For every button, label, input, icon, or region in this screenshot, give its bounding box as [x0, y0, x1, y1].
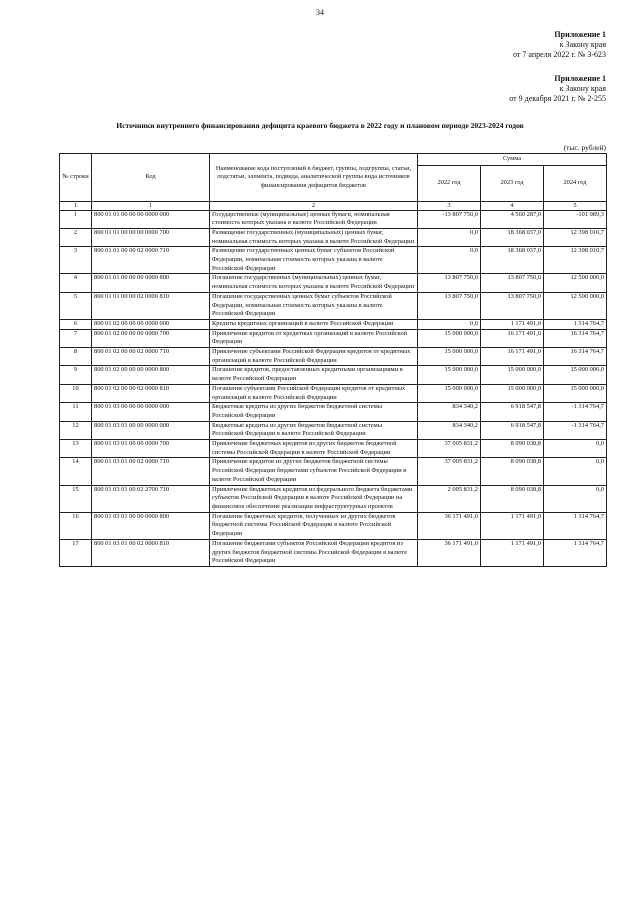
row-value-2022: 36 171 491,0 [418, 512, 481, 539]
appendix-original-line1: к Закону края [559, 84, 606, 93]
row-code: 800 01 02 00 00 02 0000 810 [92, 384, 210, 402]
row-value-2023: 15 000 000,0 [481, 384, 544, 402]
row-code: 800 01 03 00 00 00 0000 000 [92, 403, 210, 421]
appendix-current-title: Приложение 1 [554, 30, 606, 39]
row-number: 2 [60, 228, 92, 246]
table-row [60, 403, 607, 421]
row-value-2022: 2 005 831,2 [418, 485, 481, 512]
row-code: 800 01 02 00 00 02 0000 710 [92, 348, 210, 366]
row-value-2022: 13 807 750,0 [418, 292, 481, 319]
header-year-2022: 2022 год [418, 166, 481, 202]
table-row [60, 228, 607, 246]
header-row-no: № строки [60, 154, 92, 202]
row-value-2024: 12 398 010,7 [544, 247, 607, 274]
row-value-2024: 0,0 [544, 458, 607, 485]
column-number: 1 [92, 202, 210, 211]
appendix-original-title: Приложение 1 [554, 74, 606, 83]
row-code: 800 01 03 01 00 02 2700 710 [92, 485, 210, 512]
row-number: 11 [60, 403, 92, 421]
row-value-2024: 1 314 764,7 [544, 319, 607, 329]
row-value-2023: 8 090 038,8 [481, 458, 544, 485]
table-row [60, 485, 607, 512]
row-value-2023: 18 368 037,0 [481, 247, 544, 274]
row-name: Привлечение бюджетных кредитов из других бюджетов бюджетной системы Российской Федерации в валюте Российской Федерации [210, 440, 418, 458]
row-name: Размещение государственных ценных бумаг субъектов Российской Федерации, номинальная стоимость которых указана в валюте Российской Федерации [210, 247, 418, 274]
row-name: Привлечение субъектами Российской Федерации кредитов от кредитных организаций в валюте Российской Федерации [210, 348, 418, 366]
table-body [60, 210, 607, 566]
appendix-current [513, 30, 606, 60]
row-name: Привлечение кредитов из других бюджетов бюджетной системы Российской Федерации бюджетами субъектов Российской Федерации в валюте Российской Федерации [210, 458, 418, 485]
row-number: 12 [60, 421, 92, 439]
appendix-original-line2: от 9 декабря 2021 г. № 2-255 [509, 94, 606, 103]
table-row [60, 366, 607, 384]
row-number: 13 [60, 440, 92, 458]
row-value-2023: 1 171 491,0 [481, 539, 544, 566]
row-value-2022: 15 000 000,0 [418, 348, 481, 366]
row-value-2024: 0,0 [544, 485, 607, 512]
column-number: 5 [544, 202, 607, 211]
table-row [60, 348, 607, 366]
table-row [60, 539, 607, 566]
row-value-2022: 0,0 [418, 228, 481, 246]
page-number: 34 [316, 8, 324, 17]
row-code: 800 01 02 00 00 00 0000 800 [92, 366, 210, 384]
units-label: (тыс. рублей) [563, 143, 606, 152]
row-value-2022: 834 340,2 [418, 403, 481, 421]
row-number: 15 [60, 485, 92, 512]
row-name: Привлечение кредитов от кредитных организаций в валюте Российской Федерации [210, 329, 418, 347]
row-number: 8 [60, 348, 92, 366]
row-value-2022: 0,0 [418, 247, 481, 274]
row-value-2022: 15 000 000,0 [418, 329, 481, 347]
header-sum: Сумма [418, 154, 607, 166]
column-number: 3 [418, 202, 481, 211]
row-code: 800 01 01 00 00 02 0000 810 [92, 292, 210, 319]
row-number: 16 [60, 512, 92, 539]
row-number: 17 [60, 539, 92, 566]
row-value-2023: 13 807 750,0 [481, 292, 544, 319]
row-number: 3 [60, 247, 92, 274]
row-code: 800 01 03 01 00 02 0000 710 [92, 458, 210, 485]
row-value-2024: 1 314 764,7 [544, 512, 607, 539]
row-value-2023: 13 807 750,0 [481, 274, 544, 292]
row-value-2023: 4 560 287,0 [481, 210, 544, 228]
row-value-2024: -101 989,3 [544, 210, 607, 228]
row-number: 6 [60, 319, 92, 329]
header-code: Код [92, 154, 210, 202]
row-value-2023: 6 918 547,8 [481, 403, 544, 421]
row-code: 800 01 03 01 00 02 0000 810 [92, 539, 210, 566]
row-value-2023: 8 090 038,8 [481, 485, 544, 512]
row-number: 7 [60, 329, 92, 347]
row-value-2023: 18 368 037,0 [481, 228, 544, 246]
row-value-2024: 16 314 764,7 [544, 348, 607, 366]
table-row [60, 319, 607, 329]
table-row [60, 458, 607, 485]
row-code: 800 01 02 00 00 00 0000 000 [92, 319, 210, 329]
row-value-2022: 37 005 831,2 [418, 458, 481, 485]
row-value-2023: 8 090 038,8 [481, 440, 544, 458]
row-value-2024: 12 398 010,7 [544, 228, 607, 246]
row-name: Погашение субъектами Российской Федерации кредитов от кредитных организаций в валюте Российской Федерации [210, 384, 418, 402]
row-code: 800 01 03 01 00 00 0000 800 [92, 512, 210, 539]
row-code: 800 01 01 00 00 02 0000 710 [92, 247, 210, 274]
row-value-2023: 16 171 491,0 [481, 329, 544, 347]
table-row [60, 384, 607, 402]
document-title: Источники внутреннего финансирования дефицита краевого бюджета в 2022 году и плановом периоде 2023-2024 годов [116, 121, 524, 130]
row-name: Бюджетные кредиты из других бюджетов бюджетной системы Российской Федерации [210, 403, 418, 421]
table-row [60, 210, 607, 228]
appendix-original [509, 74, 606, 104]
row-number: 14 [60, 458, 92, 485]
row-number: 1 [60, 210, 92, 228]
row-value-2022: 0,0 [418, 319, 481, 329]
row-name: Бюджетные кредиты из других бюджетов бюджетной системы Российской Федерации в валюте Российской Федерации [210, 421, 418, 439]
row-name: Привлечение бюджетных кредитов из федерального бюджета бюджетами субъектов Российской Федерации в валюте Российской Федерации на финансовое обеспечение реализации инфраструктурных проектов [210, 485, 418, 512]
table-row [60, 512, 607, 539]
row-value-2024: 0,0 [544, 440, 607, 458]
appendix-current-line2: от 7 апреля 2022 г. № 3-623 [512, 50, 606, 59]
row-code: 800 01 01 00 00 00 0000 700 [92, 228, 210, 246]
column-number-row [60, 202, 607, 211]
header-name: Наименование кода поступлений в бюджет, группы, подгруппы, статьи, подстатьи, элемента, подвида, аналитической группы вида источников финансирования дефицитов бюджетов [210, 154, 418, 202]
header-year-2023: 2023 год [481, 166, 544, 202]
column-number: 1 [60, 202, 92, 211]
row-code: 800 01 03 01 00 00 0000 700 [92, 440, 210, 458]
row-value-2022: 15 000 000,0 [418, 366, 481, 384]
table-row [60, 292, 607, 319]
row-name: Размещение государственных (муниципальных) ценных бумаг, номинальная стоимость которых указана в валюте Российской Федерации [210, 228, 418, 246]
row-number: 10 [60, 384, 92, 402]
financing-sources-table [59, 153, 607, 567]
row-value-2024: 15 000 000,0 [544, 366, 607, 384]
table-row [60, 421, 607, 439]
row-name: Погашение бюджетных кредитов, полученных из других бюджетов бюджетной системы Российской Федерации в валюте Российской Федерации [210, 512, 418, 539]
row-value-2022: 834 340,2 [418, 421, 481, 439]
row-value-2023: 6 918 547,8 [481, 421, 544, 439]
row-value-2024: -1 314 764,7 [544, 403, 607, 421]
column-number: 2 [210, 202, 418, 211]
row-value-2024: 15 000 000,0 [544, 384, 607, 402]
row-code: 800 01 03 01 00 00 0000 000 [92, 421, 210, 439]
row-value-2022: 37 005 831,2 [418, 440, 481, 458]
row-name: Погашение кредитов, предоставленных кредитными организациями в валюте Российской Федерации [210, 366, 418, 384]
row-name: Погашение бюджетами субъектов Российской Федерации кредитов из других бюджетов бюджетной системы Российской Федерации в валюте Российской Федерации [210, 539, 418, 566]
row-value-2023: 1 171 491,0 [481, 319, 544, 329]
row-value-2022: 13 807 750,0 [418, 274, 481, 292]
appendix-current-line1: к Закону края [559, 40, 606, 49]
table-row [60, 274, 607, 292]
row-value-2024: 12 500 000,0 [544, 292, 607, 319]
row-value-2022: -13 807 750,0 [418, 210, 481, 228]
row-name: Погашение государственных ценных бумаг субъектов Российской Федерации, номинальная стоимость которых указана в валюте Российской Федерации [210, 292, 418, 319]
row-code: 800 01 01 00 00 00 0000 800 [92, 274, 210, 292]
row-value-2022: 36 171 491,0 [418, 539, 481, 566]
header-year-2024: 2024 год [544, 166, 607, 202]
row-number: 4 [60, 274, 92, 292]
row-value-2022: 15 000 000,0 [418, 384, 481, 402]
row-value-2024: -1 314 764,7 [544, 421, 607, 439]
row-name: Государственные (муниципальные) ценные бумаги, номинальная стоимость которых указана в валюте Российской Федерации [210, 210, 418, 228]
row-value-2023: 15 000 000,0 [481, 366, 544, 384]
row-value-2024: 12 500 000,0 [544, 274, 607, 292]
table-row [60, 329, 607, 347]
table-row [60, 440, 607, 458]
row-number: 9 [60, 366, 92, 384]
table-row [60, 247, 607, 274]
row-value-2023: 16 171 491,0 [481, 348, 544, 366]
row-value-2023: 1 171 491,0 [481, 512, 544, 539]
row-name: Погашение государственных (муниципальных) ценных бумаг, номинальная стоимость которых указана в валюте Российской Федерации [210, 274, 418, 292]
row-number: 5 [60, 292, 92, 319]
row-code: 800 01 01 00 00 00 0000 000 [92, 210, 210, 228]
row-value-2024: 16 314 764,7 [544, 329, 607, 347]
row-name: Кредиты кредитных организаций в валюте Российской Федерации [210, 319, 418, 329]
column-number: 4 [481, 202, 544, 211]
row-code: 800 01 02 00 00 00 0000 700 [92, 329, 210, 347]
row-value-2024: 1 314 764,7 [544, 539, 607, 566]
